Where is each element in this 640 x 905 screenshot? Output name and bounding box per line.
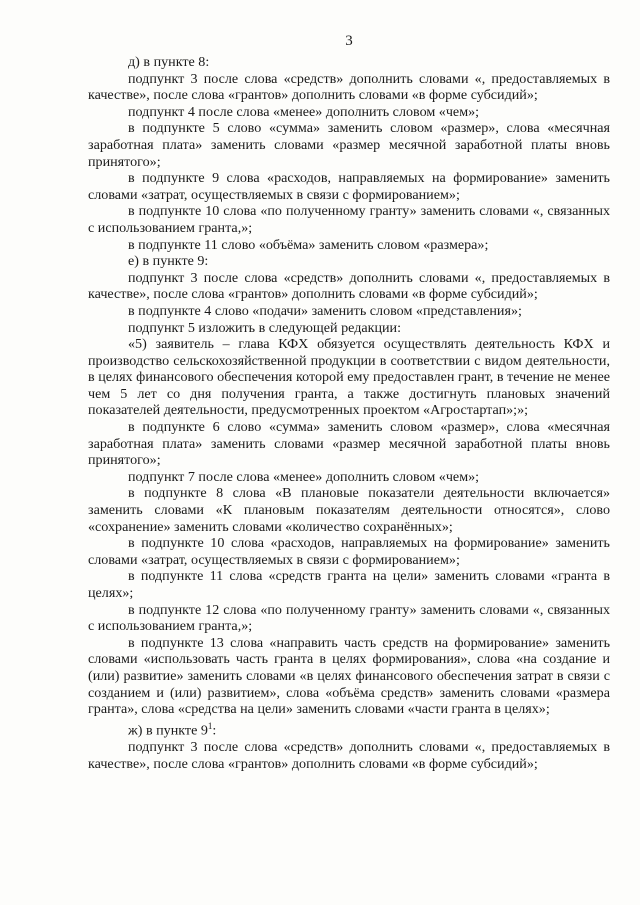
paragraph: в подпункте 13 слова «направить часть средств на формирование» заменить словами «использовать часть гранта в целях формирования», слова «на создание и (или) развитие» заменить словами «в целях финансового обеспечения затрат в связи с созданием и (или) развитием», слова «объёма средств» заменить словами «размера гранта», слова «средства на цели» заменить словами «части гранта в целях»; xyxy=(88,634,610,718)
paragraph: подпункт 3 после слова «средств» дополнить словами «, предоставляемых в качестве», после слова «грантов» дополнить словами «в форме субсидий»; xyxy=(88,70,610,104)
quoted-paragraph: «5) заявитель – глава КФХ обязуется осуществлять деятельность КФХ и производство сельскохозяйственной продукции в соответствии с видом деятельности, в целях финансового обеспечения которой ему предоставлен грант, в течение не менее чем 5 лет со дня получения гранта, а также достигнуть плановых значений показателей деятельности, предусмотренных проектом «Агростартап»;»; xyxy=(88,336,610,419)
paragraph: в подпункте 8 слова «В плановые показатели деятельности включается» заменить словами «К плановым показателям деятельности относятся», слово «сохранение» заменить словами «количество сохранённых»; xyxy=(88,485,610,535)
paragraph: в подпункте 10 слова «по полученному гранту» заменить словами «, связанных с использованием гранта,»; xyxy=(88,203,610,236)
item-zh-superscript: 1 xyxy=(207,720,213,731)
paragraph: подпункт 4 после слова «менее» дополнить словом «чем»; xyxy=(128,103,480,120)
paragraph: в подпункте 11 слово «объёма» заменить словом «размера»; xyxy=(128,236,489,253)
paragraph-item-d: д) в пункте 8: xyxy=(128,54,210,70)
paragraph: в подпункте 12 слова «по полученному гранту» заменить словами «, связанных с использованием гранта,»; xyxy=(88,601,610,635)
item-zh-suffix: : xyxy=(212,722,217,739)
item-zh-prefix: ж) в пункте 9 xyxy=(128,722,208,739)
paragraph-item-e: е) в пункте 9: xyxy=(128,253,209,270)
paragraph: в подпункте 11 слова «средств гранта на цели» заменить словами «гранта в целях»; xyxy=(88,568,610,601)
paragraph: подпункт 5 изложить в следующей редакции: xyxy=(128,319,402,336)
page-number: 3 xyxy=(345,33,353,49)
paragraph: в подпункте 4 слово «подачи» заменить словом «представления»; xyxy=(128,302,522,319)
paragraph: в подпункте 10 слова «расходов, направляемых на формирование» заменить словами «затрат, осуществляемых в связи с формированием»; xyxy=(88,535,610,568)
paragraph: в подпункте 5 слово «сумма» заменить словом «размер», слова «месячная заработная плата» заменить словами «размер месячной заработной платы вновь принятого»; xyxy=(88,120,610,170)
paragraph: в подпункте 6 слово «сумма» заменить словом «размер», слова «месячная заработная плата» заменить словами «размер месячной заработной платы вновь принятого»; xyxy=(88,419,610,469)
paragraph-item-zh xyxy=(88,718,610,739)
paragraph-last: подпункт 3 после слова «средств» дополнить словами «, предоставляемых в качестве», после слова «грантов» дополнить словами «в форме субсидий»; xyxy=(88,739,610,772)
paragraph: подпункт 7 после слова «менее» дополнить словом «чем»; xyxy=(128,468,480,485)
paragraph: подпункт 3 после слова «средств» дополнить словами «, предоставляемых в качестве», после слова «грантов» дополнить словами «в форме субсидий»; xyxy=(88,269,610,303)
paragraph: в подпункте 9 слова «расходов, направляемых на формирование» заменить словами «затрат, осуществляемых в связи с формированием»; xyxy=(88,170,610,203)
